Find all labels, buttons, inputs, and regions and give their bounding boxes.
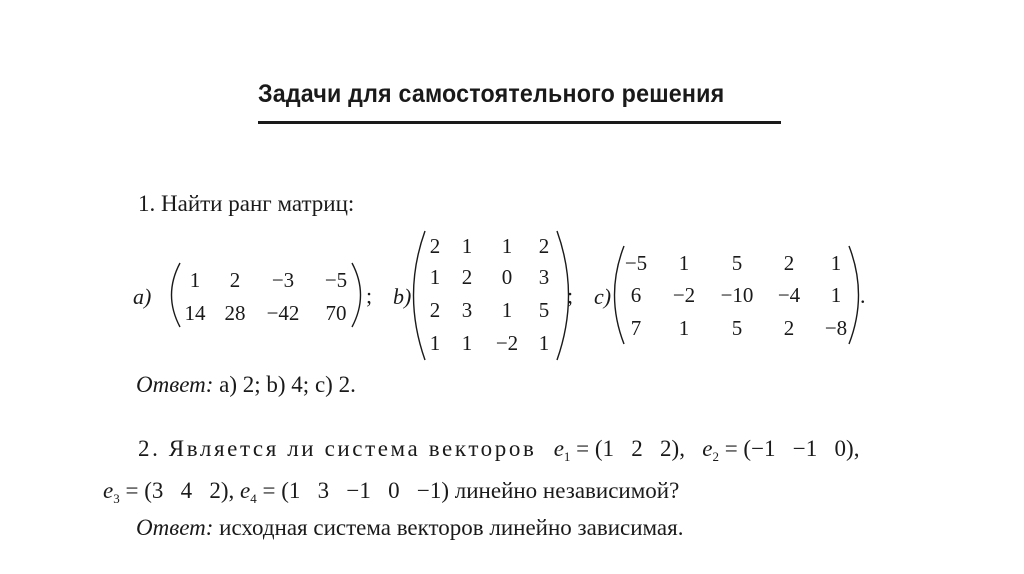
matrix-c-cell: −10 [720, 283, 754, 307]
task2-answer [136, 515, 683, 541]
page-title: Задачи для самостоятельного решения [258, 80, 725, 108]
matrix-b-cell: 1 [429, 265, 441, 289]
matrix-c-cell: −2 [672, 283, 696, 307]
vector-e2-sub: 2 [712, 449, 719, 464]
task2-text: 2. Является ли система векторов [138, 436, 537, 461]
vector-e1-sub: 1 [563, 449, 571, 464]
matrix-b-cell: 2 [429, 234, 441, 258]
matrix-c-cell: 7 [630, 316, 642, 340]
matrix-a-cell: 70 [325, 301, 347, 325]
matrix-b-separator: ; [567, 283, 574, 308]
task1-answer [136, 372, 356, 398]
task2-answer-text: исходная система векторов линейно зависимая. [219, 515, 684, 540]
vector-e2-name: e [702, 436, 713, 461]
matrix-b-cell: 2 [538, 234, 550, 258]
matrix-b-cell: 1 [538, 331, 550, 355]
matrix-c-cell: 1 [830, 251, 842, 275]
matrix-a-cell: −5 [324, 268, 348, 292]
matrix-b-cell: 1 [461, 331, 473, 355]
vector-e3-values: 3 4 2 [151, 478, 221, 503]
vector-e3-sub: 3 [113, 491, 120, 506]
task2-answer-label: Ответ: [136, 515, 214, 540]
matrix-b-cell: 0 [501, 265, 513, 289]
matrix-b-cell: 3 [461, 298, 473, 322]
matrix-c-cell: 1 [678, 316, 690, 340]
task2-line1: 2. Является ли система векторов $e_1 = (1$ 2 2), $e_2 = (-1 -1$ 0), [138, 436, 860, 464]
matrix-b-cell: 5 [538, 298, 550, 322]
matrix-c-cell: −8 [824, 316, 848, 340]
matrix-a-cell: 14 [184, 301, 206, 325]
matrix-b-cell: −2 [495, 331, 519, 355]
vector-e4-sub: 4 [250, 491, 257, 506]
vector-e4-name: e [240, 478, 251, 503]
vector-e2-values: −1 −1 0 [751, 436, 847, 461]
matrix-a-cell: 28 [224, 301, 246, 325]
matrix-c-cell: 5 [731, 316, 743, 340]
matrix-c-separator: . [860, 283, 866, 308]
matrix-c-cell: 2 [783, 251, 795, 275]
matrix-b-cell: 2 [461, 265, 473, 289]
task1-answer-text: a) 2; b) 4; c) 2. [219, 372, 356, 397]
vector-e1-values: 1 2 2 [602, 436, 672, 461]
matrix-c-cell: 1 [678, 251, 690, 275]
matrix-b-cell: 1 [501, 234, 513, 258]
matrix-a-separator: ; [366, 283, 373, 308]
task2-tail: линейно независимой? [454, 478, 680, 503]
task1-text: 1. Найти ранг матриц: [138, 191, 355, 216]
matrix-b-label: b) [393, 284, 412, 309]
vector-e3-name: e [103, 478, 114, 503]
matrix-a-label: a) [133, 284, 152, 309]
matrix-c-cell: −5 [624, 251, 648, 275]
vector-e4-values: 1 3 −1 0 −1 [288, 478, 442, 503]
matrix-c-cell: −4 [777, 283, 801, 307]
matrix-b-cell: 1 [429, 331, 441, 355]
matrix-a-cell: 2 [229, 268, 241, 292]
vector-e1-name: e [553, 436, 564, 461]
matrix-c-cell: 2 [783, 316, 795, 340]
matrix-b-cell: 1 [501, 298, 513, 322]
matrix-a-cell: −42 [266, 301, 300, 325]
matrix-b-cell: 2 [429, 298, 441, 322]
matrix-c-cell: 6 [630, 283, 642, 307]
matrix-c-label: c) [594, 284, 612, 309]
matrix-c-cell: 1 [830, 283, 842, 307]
matrix-a-cell: 1 [189, 268, 201, 292]
matrix-c-cell: 5 [731, 251, 743, 275]
matrix-a-cell: −3 [271, 268, 295, 292]
task2-line2: $e_3 = (3$ 4 2), $e_4 = (1$ 3 −1 0 −1) линейно независимой? [103, 478, 680, 506]
matrix-b-cell: 3 [538, 265, 550, 289]
matrix-b-cell: 1 [461, 234, 473, 258]
task1-answer-label: Ответ: [136, 372, 214, 397]
